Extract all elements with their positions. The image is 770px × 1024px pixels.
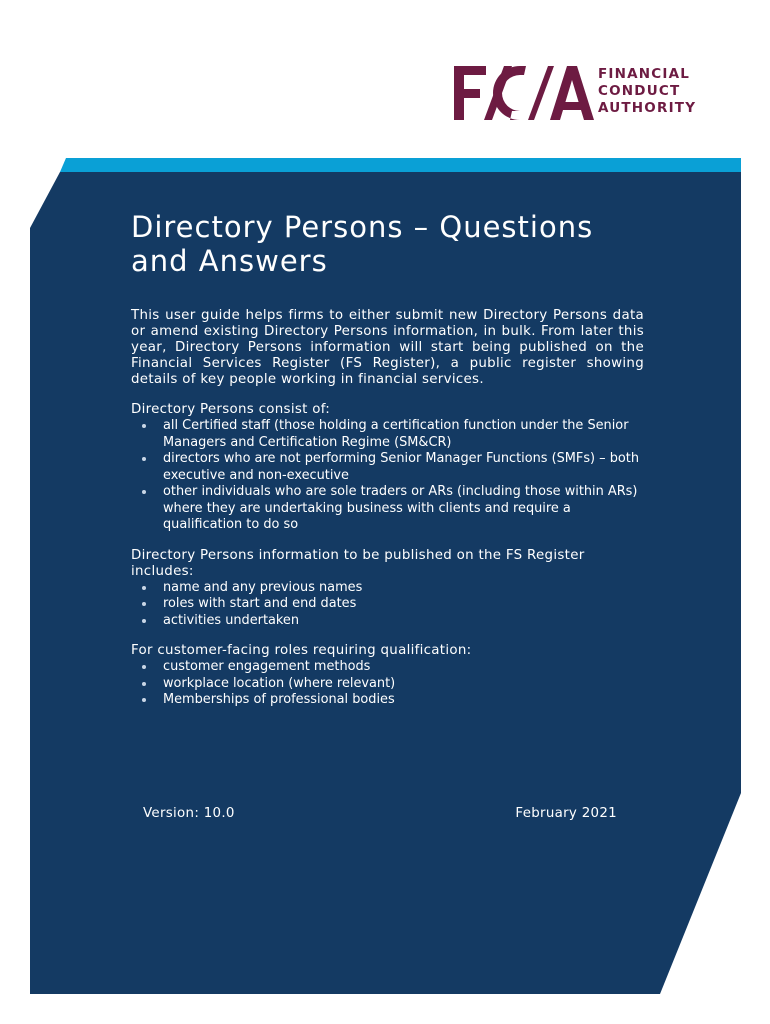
section-customer-facing — [131, 643, 644, 709]
logo-line-authority: AUTHORITY — [598, 100, 697, 116]
list-item: activities undertaken — [131, 613, 644, 630]
cover-content — [131, 210, 644, 709]
bullet-list — [131, 418, 644, 534]
list-item: workplace location (where relevant) — [131, 676, 644, 693]
bullet-list — [131, 659, 644, 709]
version-label: Version: 10.0 — [143, 806, 235, 821]
section-heading: Directory Persons consist of: — [131, 402, 331, 417]
list-item: customer engagement methods — [131, 659, 644, 676]
publication-date: February 2021 — [515, 806, 617, 821]
list-item: all Certified staff (those holding a certification function under the Senior Managers and Certification Regime (SM&CR) — [131, 418, 644, 451]
section-heading: For customer-facing roles requiring qualification: — [131, 643, 472, 658]
intro-paragraph: This user guide helps firms to either submit new Directory Persons data or amend existing Directory Persons information, in bulk. From later this year, Directory Persons information will start being published on the Financial Services Register (FS Register), a public register showing details of key people working in financial services. — [131, 308, 644, 387]
list-item: name and any previous names — [131, 580, 644, 597]
list-item: directors who are not performing Senior Manager Functions (SMFs) – both executive and non-executive — [131, 451, 644, 484]
section-directory-persons — [131, 402, 644, 534]
section-heading: Directory Persons information to be published on the FS Register includes: — [131, 547, 585, 579]
logo-line-conduct: CONDUCT — [598, 83, 681, 99]
logo-line-financial: FINANCIAL — [598, 66, 691, 82]
cover-accent-strip — [60, 158, 741, 172]
list-item: other individuals who are sole traders or ARs (including those within ARs) where they are undertaking business with clients and require a qualification to do so — [131, 484, 644, 534]
bullet-list — [131, 580, 644, 630]
list-item: roles with start and end dates — [131, 596, 644, 613]
section-published-info — [131, 548, 644, 630]
document-title: Directory Persons – Questions and Answers — [131, 210, 594, 278]
list-item: Memberships of professional bodies — [131, 692, 644, 709]
